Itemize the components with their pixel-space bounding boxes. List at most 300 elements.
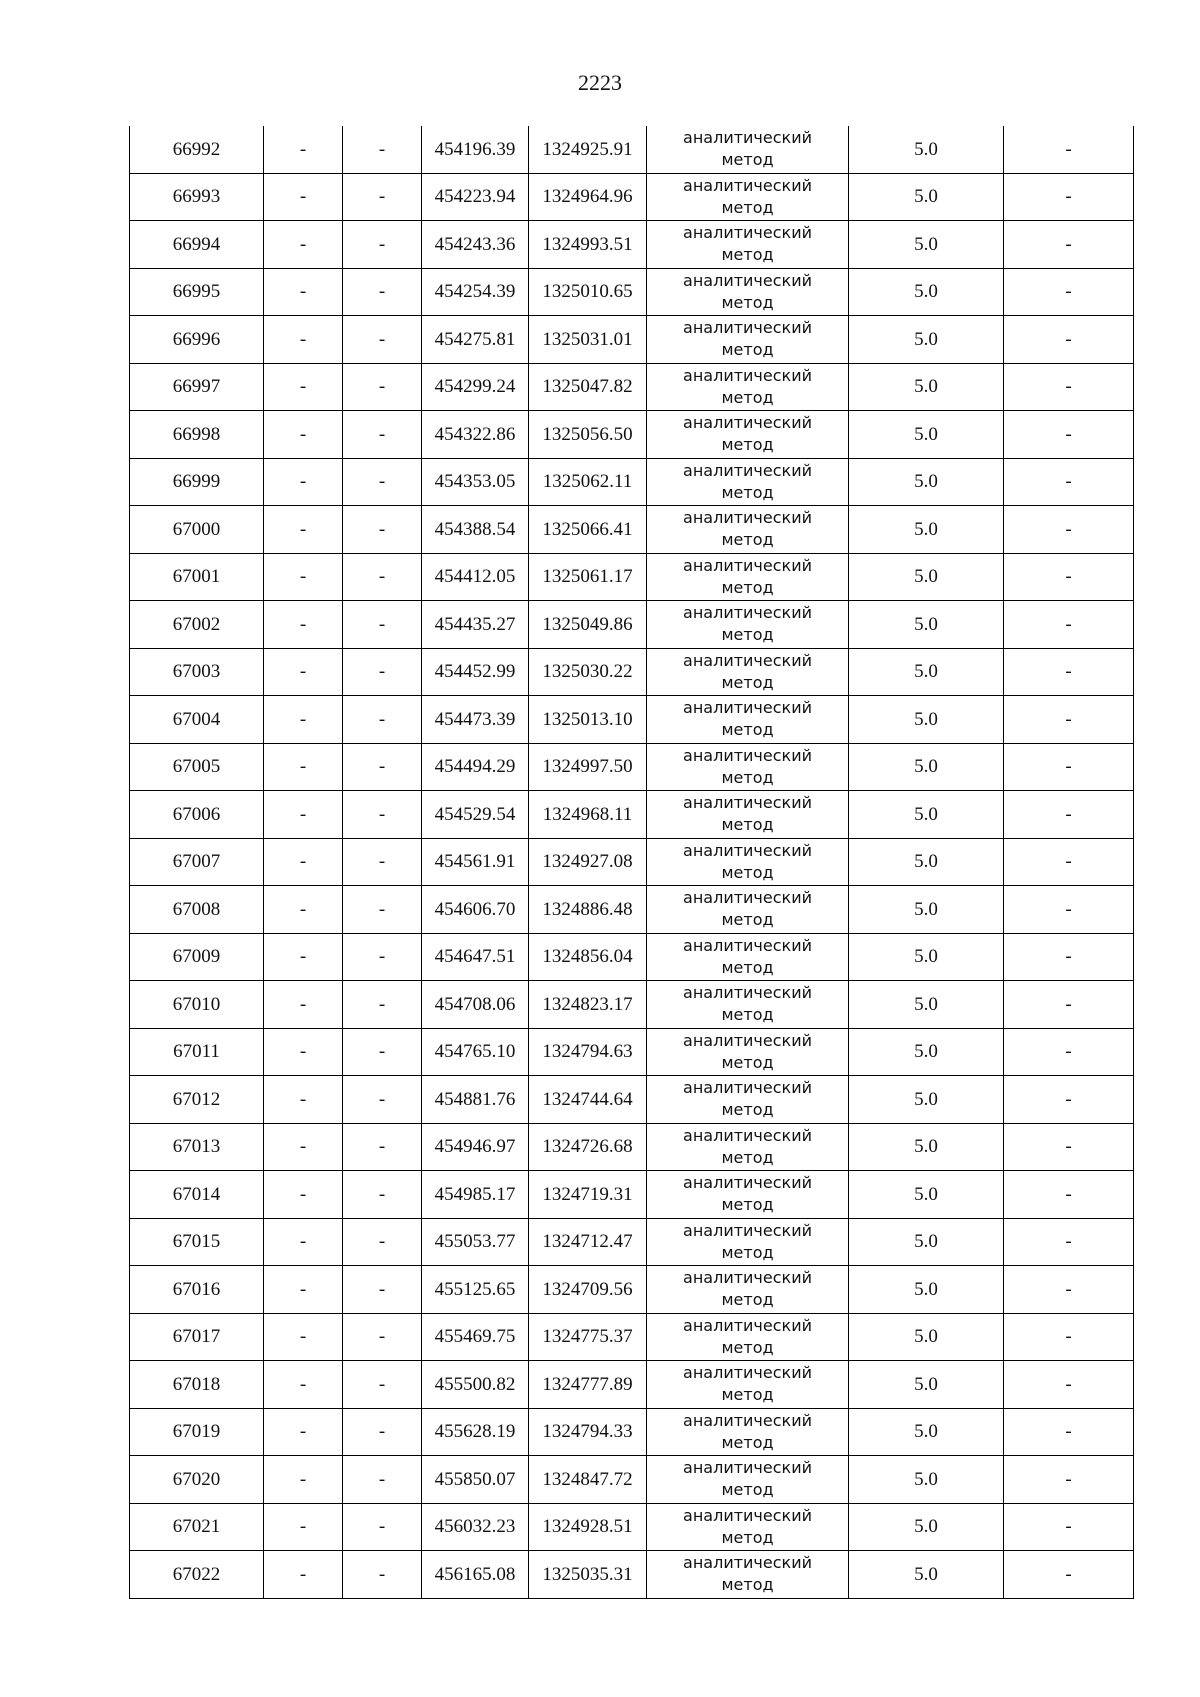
y-coordinate-cell: 1325030.22 xyxy=(529,648,647,696)
x-coordinate-cell: 454223.94 xyxy=(422,173,529,221)
x-coordinate-cell: 455500.82 xyxy=(422,1361,529,1409)
accuracy-cell: 5.0 xyxy=(849,1361,1004,1409)
empty-cell: - xyxy=(264,743,343,791)
method-line-1: аналитический xyxy=(683,1030,812,1050)
empty-cell: - xyxy=(343,1266,422,1314)
empty-cell: - xyxy=(264,1313,343,1361)
empty-cell: - xyxy=(264,981,343,1029)
x-coordinate-cell: 454529.54 xyxy=(422,791,529,839)
method-cell xyxy=(647,553,849,601)
x-coordinate-cell: 455053.77 xyxy=(422,1218,529,1266)
empty-cell: - xyxy=(264,933,343,981)
y-coordinate-cell: 1324719.31 xyxy=(529,1171,647,1219)
table-row xyxy=(130,1313,1134,1361)
table-row xyxy=(130,1076,1134,1124)
table-row xyxy=(130,553,1134,601)
table-row xyxy=(130,1361,1134,1409)
x-coordinate-cell: 454388.54 xyxy=(422,506,529,554)
empty-cell: - xyxy=(1004,648,1134,696)
accuracy-cell: 5.0 xyxy=(849,1313,1004,1361)
empty-cell: - xyxy=(264,1076,343,1124)
y-coordinate-cell: 1325056.50 xyxy=(529,411,647,459)
empty-cell: - xyxy=(264,126,343,173)
empty-cell: - xyxy=(264,1408,343,1456)
x-coordinate-cell: 454254.39 xyxy=(422,268,529,316)
empty-cell: - xyxy=(343,506,422,554)
x-coordinate-cell: 455469.75 xyxy=(422,1313,529,1361)
empty-cell: - xyxy=(1004,838,1134,886)
method-cell xyxy=(647,1551,849,1599)
accuracy-cell: 5.0 xyxy=(849,1028,1004,1076)
empty-cell: - xyxy=(343,981,422,1029)
empty-cell: - xyxy=(1004,221,1134,269)
empty-cell: - xyxy=(343,1361,422,1409)
y-coordinate-cell: 1325066.41 xyxy=(529,506,647,554)
empty-cell: - xyxy=(1004,933,1134,981)
empty-cell: - xyxy=(1004,1171,1134,1219)
point-id-cell: 67008 xyxy=(130,886,264,934)
accuracy-cell: 5.0 xyxy=(849,601,1004,649)
method-line-1: аналитический xyxy=(683,888,812,908)
accuracy-cell: 5.0 xyxy=(849,411,1004,459)
method-line-1: аналитический xyxy=(683,1553,812,1573)
point-id-cell: 67001 xyxy=(130,553,264,601)
point-id-cell: 66994 xyxy=(130,221,264,269)
empty-cell: - xyxy=(1004,1503,1134,1551)
y-coordinate-cell: 1325010.65 xyxy=(529,268,647,316)
method-line-1: аналитический xyxy=(683,745,812,765)
empty-cell: - xyxy=(264,506,343,554)
x-coordinate-cell: 454647.51 xyxy=(422,933,529,981)
accuracy-cell: 5.0 xyxy=(849,126,1004,173)
empty-cell: - xyxy=(264,1028,343,1076)
empty-cell: - xyxy=(264,1456,343,1504)
table-row xyxy=(130,458,1134,506)
y-coordinate-cell: 1324925.91 xyxy=(529,126,647,173)
method-cell xyxy=(647,458,849,506)
x-coordinate-cell: 454606.70 xyxy=(422,886,529,934)
empty-cell: - xyxy=(1004,1551,1134,1599)
table-row xyxy=(130,363,1134,411)
empty-cell: - xyxy=(343,1028,422,1076)
empty-cell: - xyxy=(264,838,343,886)
empty-cell: - xyxy=(1004,1266,1134,1314)
x-coordinate-cell: 454243.36 xyxy=(422,221,529,269)
y-coordinate-cell: 1324823.17 xyxy=(529,981,647,1029)
point-id-cell: 67022 xyxy=(130,1551,264,1599)
table-row xyxy=(130,648,1134,696)
x-coordinate-cell: 454765.10 xyxy=(422,1028,529,1076)
method-line-1: аналитический xyxy=(683,460,812,480)
accuracy-cell: 5.0 xyxy=(849,981,1004,1029)
method-cell xyxy=(647,981,849,1029)
point-id-cell: 67018 xyxy=(130,1361,264,1409)
accuracy-cell: 5.0 xyxy=(849,553,1004,601)
table-row xyxy=(130,601,1134,649)
empty-cell: - xyxy=(264,696,343,744)
accuracy-cell: 5.0 xyxy=(849,1503,1004,1551)
method-line-1: аналитический xyxy=(683,128,812,148)
method-line-2: метод xyxy=(721,245,774,265)
table-body xyxy=(130,126,1134,1598)
point-id-cell: 67007 xyxy=(130,838,264,886)
method-cell xyxy=(647,1503,849,1551)
accuracy-cell: 5.0 xyxy=(849,696,1004,744)
y-coordinate-cell: 1324712.47 xyxy=(529,1218,647,1266)
accuracy-cell: 5.0 xyxy=(849,1456,1004,1504)
empty-cell: - xyxy=(1004,1076,1134,1124)
empty-cell: - xyxy=(343,1313,422,1361)
x-coordinate-cell: 454322.86 xyxy=(422,411,529,459)
point-id-cell: 66993 xyxy=(130,173,264,221)
empty-cell: - xyxy=(343,1551,422,1599)
empty-cell: - xyxy=(1004,886,1134,934)
accuracy-cell: 5.0 xyxy=(849,933,1004,981)
point-id-cell: 67003 xyxy=(130,648,264,696)
table-row xyxy=(130,743,1134,791)
x-coordinate-cell: 456032.23 xyxy=(422,1503,529,1551)
accuracy-cell: 5.0 xyxy=(849,1408,1004,1456)
point-id-cell: 66999 xyxy=(130,458,264,506)
empty-cell: - xyxy=(1004,458,1134,506)
x-coordinate-cell: 454561.91 xyxy=(422,838,529,886)
accuracy-cell: 5.0 xyxy=(849,1218,1004,1266)
y-coordinate-cell: 1324777.89 xyxy=(529,1361,647,1409)
y-coordinate-cell: 1324794.63 xyxy=(529,1028,647,1076)
empty-cell: - xyxy=(343,601,422,649)
empty-cell: - xyxy=(343,553,422,601)
method-line-1: аналитический xyxy=(683,413,812,433)
method-cell xyxy=(647,126,849,173)
method-cell xyxy=(647,268,849,316)
point-id-cell: 67002 xyxy=(130,601,264,649)
point-id-cell: 67014 xyxy=(130,1171,264,1219)
empty-cell: - xyxy=(264,791,343,839)
table-row xyxy=(130,221,1134,269)
table-row xyxy=(130,268,1134,316)
empty-cell: - xyxy=(343,1408,422,1456)
empty-cell: - xyxy=(1004,1408,1134,1456)
empty-cell: - xyxy=(264,1266,343,1314)
y-coordinate-cell: 1324997.50 xyxy=(529,743,647,791)
table-row xyxy=(130,1171,1134,1219)
empty-cell: - xyxy=(1004,601,1134,649)
y-coordinate-cell: 1324744.64 xyxy=(529,1076,647,1124)
empty-cell: - xyxy=(264,221,343,269)
method-cell xyxy=(647,601,849,649)
empty-cell: - xyxy=(264,316,343,364)
method-line-2: метод xyxy=(721,1432,774,1452)
method-line-1: аналитический xyxy=(683,1078,812,1098)
method-cell xyxy=(647,1076,849,1124)
accuracy-cell: 5.0 xyxy=(849,268,1004,316)
x-coordinate-cell: 454494.29 xyxy=(422,743,529,791)
empty-cell: - xyxy=(1004,981,1134,1029)
method-line-1: аналитический xyxy=(683,650,812,670)
point-id-cell: 66995 xyxy=(130,268,264,316)
accuracy-cell: 5.0 xyxy=(849,1076,1004,1124)
empty-cell: - xyxy=(343,696,422,744)
y-coordinate-cell: 1324847.72 xyxy=(529,1456,647,1504)
method-cell xyxy=(647,1456,849,1504)
empty-cell: - xyxy=(343,886,422,934)
empty-cell: - xyxy=(343,648,422,696)
page-number: 2223 xyxy=(578,70,622,95)
method-cell xyxy=(647,1218,849,1266)
method-line-2: метод xyxy=(721,1480,774,1500)
point-id-cell: 67004 xyxy=(130,696,264,744)
table-row xyxy=(130,933,1134,981)
empty-cell: - xyxy=(264,601,343,649)
accuracy-cell: 5.0 xyxy=(849,221,1004,269)
x-coordinate-cell: 454299.24 xyxy=(422,363,529,411)
y-coordinate-cell: 1324726.68 xyxy=(529,1123,647,1171)
y-coordinate-cell: 1324964.96 xyxy=(529,173,647,221)
method-line-1: аналитический xyxy=(683,1315,812,1335)
empty-cell: - xyxy=(264,1551,343,1599)
table-row xyxy=(130,1123,1134,1171)
accuracy-cell: 5.0 xyxy=(849,316,1004,364)
method-line-2: метод xyxy=(721,197,774,217)
accuracy-cell: 5.0 xyxy=(849,886,1004,934)
x-coordinate-cell: 455850.07 xyxy=(422,1456,529,1504)
x-coordinate-cell: 454275.81 xyxy=(422,316,529,364)
table-row xyxy=(130,1028,1134,1076)
method-cell xyxy=(647,363,849,411)
point-id-cell: 66996 xyxy=(130,316,264,364)
accuracy-cell: 5.0 xyxy=(849,458,1004,506)
method-line-1: аналитический xyxy=(683,983,812,1003)
point-id-cell: 67010 xyxy=(130,981,264,1029)
method-line-1: аналитический xyxy=(683,1505,812,1525)
method-line-2: метод xyxy=(721,862,774,882)
y-coordinate-cell: 1325061.17 xyxy=(529,553,647,601)
point-id-cell: 67009 xyxy=(130,933,264,981)
method-cell xyxy=(647,1123,849,1171)
y-coordinate-cell: 1324794.33 xyxy=(529,1408,647,1456)
accuracy-cell: 5.0 xyxy=(849,838,1004,886)
y-coordinate-cell: 1324968.11 xyxy=(529,791,647,839)
table-row xyxy=(130,696,1134,744)
method-cell xyxy=(647,1266,849,1314)
y-coordinate-cell: 1325035.31 xyxy=(529,1551,647,1599)
method-line-2: метод xyxy=(721,910,774,930)
table-row xyxy=(130,981,1134,1029)
empty-cell: - xyxy=(1004,743,1134,791)
method-line-2: метод xyxy=(721,1242,774,1262)
method-line-2: метод xyxy=(721,1052,774,1072)
empty-cell: - xyxy=(264,648,343,696)
method-line-2: метод xyxy=(721,957,774,977)
method-line-1: аналитический xyxy=(683,935,812,955)
table-row xyxy=(130,1218,1134,1266)
empty-cell: - xyxy=(343,1123,422,1171)
y-coordinate-cell: 1325013.10 xyxy=(529,696,647,744)
empty-cell: - xyxy=(1004,506,1134,554)
y-coordinate-cell: 1325049.86 xyxy=(529,601,647,649)
table-row xyxy=(130,838,1134,886)
empty-cell: - xyxy=(343,458,422,506)
method-line-2: метод xyxy=(721,1575,774,1595)
empty-cell: - xyxy=(264,1123,343,1171)
x-coordinate-cell: 454985.17 xyxy=(422,1171,529,1219)
method-cell xyxy=(647,696,849,744)
empty-cell: - xyxy=(343,1503,422,1551)
point-id-cell: 67000 xyxy=(130,506,264,554)
method-line-1: аналитический xyxy=(683,1173,812,1193)
empty-cell: - xyxy=(1004,1123,1134,1171)
method-cell xyxy=(647,1028,849,1076)
empty-cell: - xyxy=(343,411,422,459)
table-row xyxy=(130,126,1134,173)
empty-cell: - xyxy=(1004,1456,1134,1504)
method-line-1: аналитический xyxy=(683,270,812,290)
x-coordinate-cell: 454708.06 xyxy=(422,981,529,1029)
accuracy-cell: 5.0 xyxy=(849,1266,1004,1314)
x-coordinate-cell: 454881.76 xyxy=(422,1076,529,1124)
accuracy-cell: 5.0 xyxy=(849,1171,1004,1219)
empty-cell: - xyxy=(1004,1218,1134,1266)
empty-cell: - xyxy=(1004,411,1134,459)
method-line-1: аналитический xyxy=(683,508,812,528)
empty-cell: - xyxy=(1004,1028,1134,1076)
empty-cell: - xyxy=(264,553,343,601)
method-cell xyxy=(647,1171,849,1219)
table-row xyxy=(130,173,1134,221)
point-id-cell: 67019 xyxy=(130,1408,264,1456)
point-id-cell: 66997 xyxy=(130,363,264,411)
x-coordinate-cell: 454946.97 xyxy=(422,1123,529,1171)
method-line-2: метод xyxy=(721,340,774,360)
empty-cell: - xyxy=(343,1456,422,1504)
empty-cell: - xyxy=(264,173,343,221)
method-line-1: аналитический xyxy=(683,318,812,338)
method-line-2: метод xyxy=(721,815,774,835)
point-id-cell: 66998 xyxy=(130,411,264,459)
empty-cell: - xyxy=(343,268,422,316)
method-cell xyxy=(647,316,849,364)
x-coordinate-cell: 456165.08 xyxy=(422,1551,529,1599)
empty-cell: - xyxy=(1004,173,1134,221)
empty-cell: - xyxy=(264,363,343,411)
empty-cell: - xyxy=(343,126,422,173)
empty-cell: - xyxy=(343,933,422,981)
method-line-1: аналитический xyxy=(683,1363,812,1383)
method-line-2: метод xyxy=(721,1147,774,1167)
x-coordinate-cell: 454196.39 xyxy=(422,126,529,173)
accuracy-cell: 5.0 xyxy=(849,648,1004,696)
method-line-2: метод xyxy=(721,767,774,787)
y-coordinate-cell: 1324709.56 xyxy=(529,1266,647,1314)
accuracy-cell: 5.0 xyxy=(849,173,1004,221)
method-cell xyxy=(647,1313,849,1361)
method-line-2: метод xyxy=(721,1337,774,1357)
table-row xyxy=(130,1408,1134,1456)
y-coordinate-cell: 1324928.51 xyxy=(529,1503,647,1551)
point-id-cell: 67012 xyxy=(130,1076,264,1124)
method-cell xyxy=(647,743,849,791)
method-cell xyxy=(647,1408,849,1456)
empty-cell: - xyxy=(343,316,422,364)
point-id-cell: 66992 xyxy=(130,126,264,173)
accuracy-cell: 5.0 xyxy=(849,1551,1004,1599)
x-coordinate-cell: 455125.65 xyxy=(422,1266,529,1314)
table-row xyxy=(130,506,1134,554)
point-id-cell: 67005 xyxy=(130,743,264,791)
method-line-2: метод xyxy=(721,1527,774,1547)
method-line-1: аналитический xyxy=(683,793,812,813)
empty-cell: - xyxy=(343,791,422,839)
empty-cell: - xyxy=(343,743,422,791)
y-coordinate-cell: 1325031.01 xyxy=(529,316,647,364)
method-line-2: метод xyxy=(721,1195,774,1215)
method-line-2: метод xyxy=(721,625,774,645)
point-id-cell: 67016 xyxy=(130,1266,264,1314)
y-coordinate-cell: 1324775.37 xyxy=(529,1313,647,1361)
method-line-2: метод xyxy=(721,1385,774,1405)
empty-cell: - xyxy=(1004,316,1134,364)
empty-cell: - xyxy=(343,173,422,221)
accuracy-cell: 5.0 xyxy=(849,743,1004,791)
method-line-1: аналитический xyxy=(683,1458,812,1478)
empty-cell: - xyxy=(264,268,343,316)
table-row xyxy=(130,316,1134,364)
method-line-2: метод xyxy=(721,292,774,312)
point-id-cell: 67011 xyxy=(130,1028,264,1076)
y-coordinate-cell: 1324993.51 xyxy=(529,221,647,269)
x-coordinate-cell: 454412.05 xyxy=(422,553,529,601)
method-line-2: метод xyxy=(721,387,774,407)
method-cell xyxy=(647,411,849,459)
method-line-1: аналитический xyxy=(683,698,812,718)
empty-cell: - xyxy=(264,1503,343,1551)
empty-cell: - xyxy=(264,886,343,934)
accuracy-cell: 5.0 xyxy=(849,363,1004,411)
point-id-cell: 67006 xyxy=(130,791,264,839)
y-coordinate-cell: 1325062.11 xyxy=(529,458,647,506)
table-row xyxy=(130,1551,1134,1599)
table-row xyxy=(130,1266,1134,1314)
empty-cell: - xyxy=(1004,268,1134,316)
empty-cell: - xyxy=(1004,696,1134,744)
empty-cell: - xyxy=(343,363,422,411)
empty-cell: - xyxy=(343,1218,422,1266)
empty-cell: - xyxy=(1004,1361,1134,1409)
method-line-1: аналитический xyxy=(683,223,812,243)
accuracy-cell: 5.0 xyxy=(849,1123,1004,1171)
method-line-1: аналитический xyxy=(683,1410,812,1430)
method-cell xyxy=(647,886,849,934)
method-line-2: метод xyxy=(721,530,774,550)
accuracy-cell: 5.0 xyxy=(849,506,1004,554)
method-line-1: аналитический xyxy=(683,365,812,385)
empty-cell: - xyxy=(343,1171,422,1219)
empty-cell: - xyxy=(264,1171,343,1219)
table-row xyxy=(130,1503,1134,1551)
method-line-1: аналитический xyxy=(683,603,812,623)
point-id-cell: 67017 xyxy=(130,1313,264,1361)
method-line-1: аналитический xyxy=(683,1220,812,1240)
empty-cell: - xyxy=(1004,553,1134,601)
x-coordinate-cell: 454435.27 xyxy=(422,601,529,649)
method-line-1: аналитический xyxy=(683,175,812,195)
method-line-1: аналитический xyxy=(683,555,812,575)
empty-cell: - xyxy=(1004,363,1134,411)
accuracy-cell: 5.0 xyxy=(849,791,1004,839)
method-line-2: метод xyxy=(721,577,774,597)
method-cell xyxy=(647,648,849,696)
y-coordinate-cell: 1324856.04 xyxy=(529,933,647,981)
